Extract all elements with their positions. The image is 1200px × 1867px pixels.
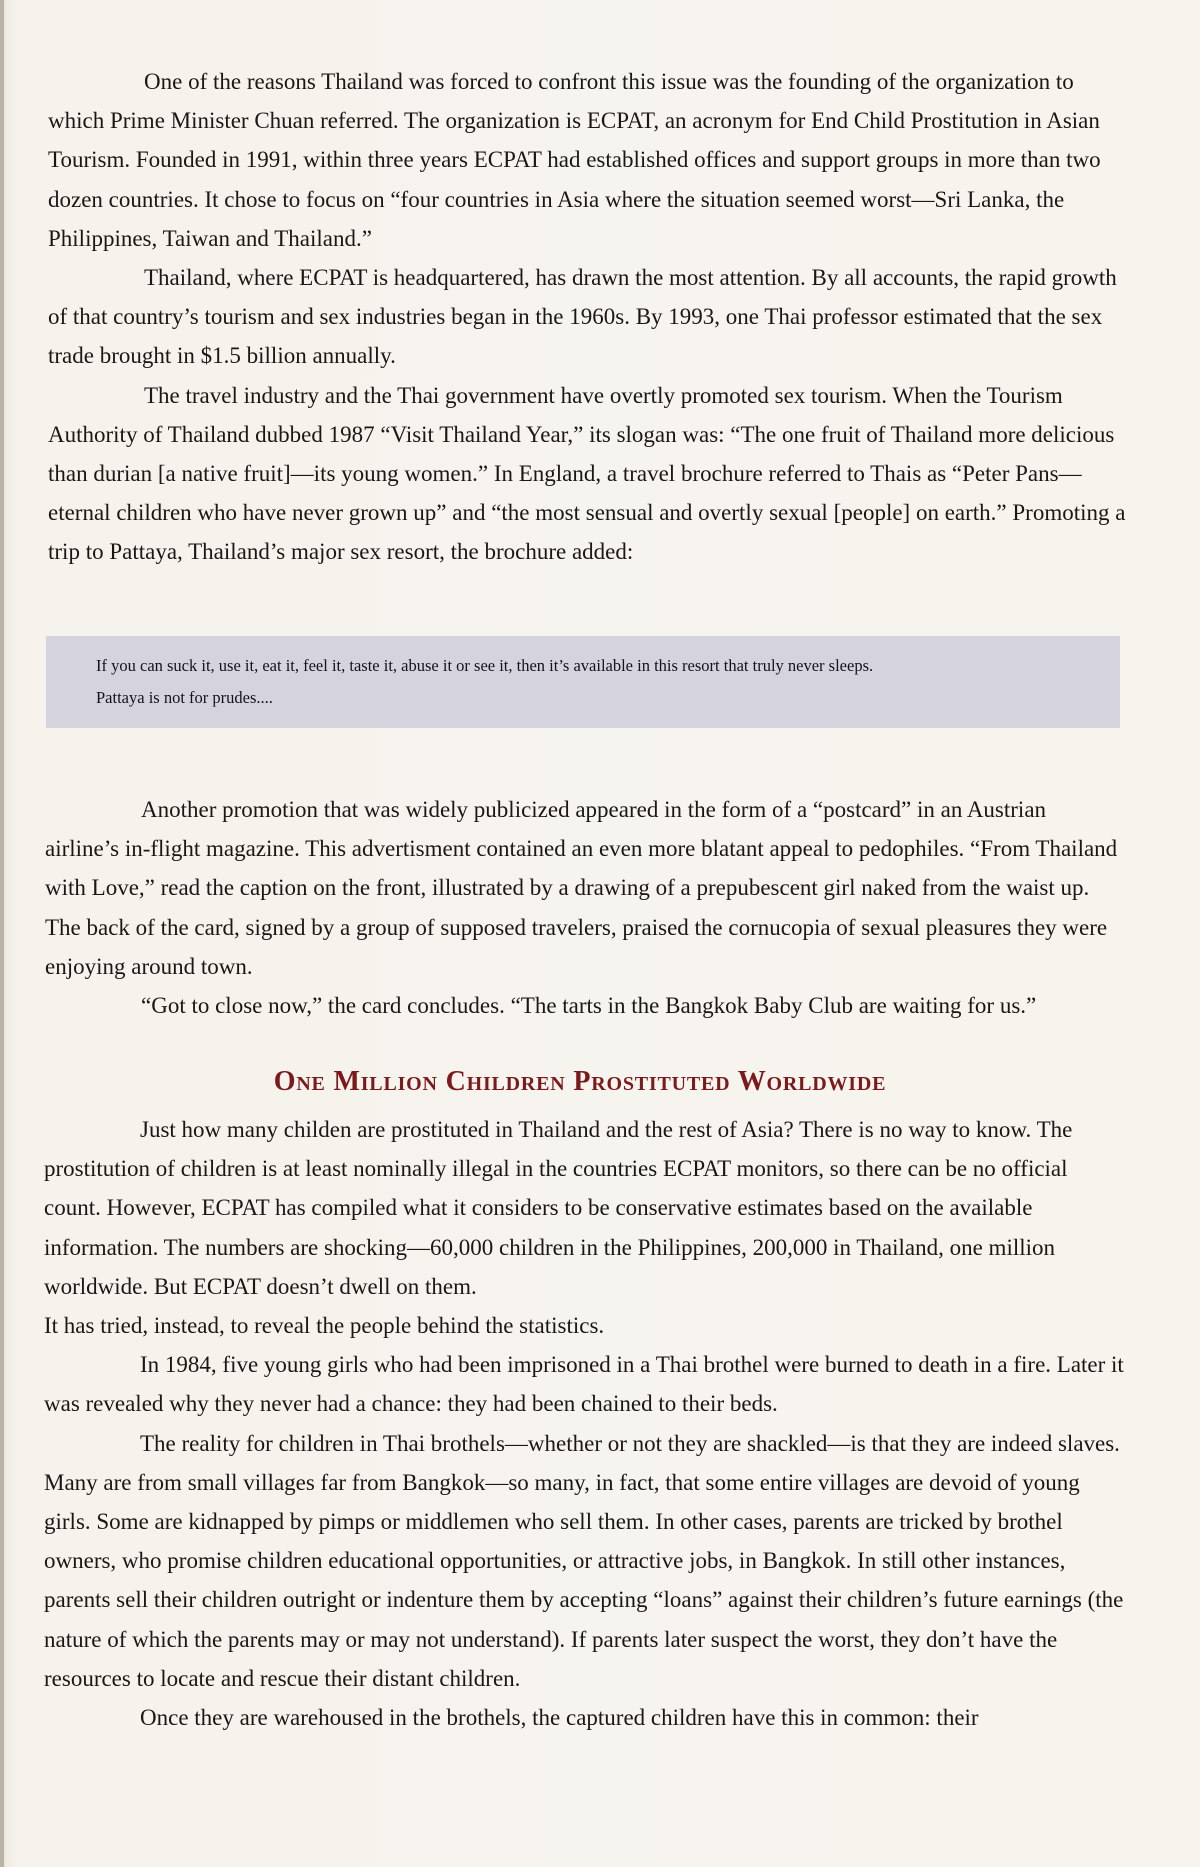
opening-section [48,62,1128,572]
paragraph-thailand-headquarters: Thailand, where ECPAT is headquartered, has drawn the most attention. By all accounts, the rapid growth of that country’s tourism and sex industries began in the 1960s. By 1993, one Thai professor estimated that the sex trade brought in $1.5 billion annually. [48,265,1117,369]
paragraph-postcard-promotion: Another promotion that was widely publicized appeared in the form of a “postcard” in an Austrian airline’s in-flight magazine. This advertisment contained an even more blatant appeal to pedophiles. “From Thailand with Love,” read the caption on the front, illustrated by a drawing of a prepubescent girl naked from the waist up. The back of the card, signed by a group of supposed travelers, praised the cornucopia of sexual pleasures they were enjoying around town. [45,797,1118,979]
postcard-section [45,790,1125,1025]
statistics-section [44,1110,1124,1737]
paragraph-child-count-continued: It has tried, instead, to reveal the people behind the statistics. [44,1313,605,1339]
paragraph-postcard-conclusion: “Got to close now,” the card concludes. “The tarts in the Bangkok Baby Club are waiting for us.” [141,993,1037,1019]
brochure-quote-callout [46,636,1120,728]
paragraph-brothel-reality: The reality for children in Thai brothels—whether or not they are shackled—is that they are indeed slaves. Many are from small villages far from Bangkok—so many, in fact, that some entire villages are devoid of young girls. Some are kidnapped by pimps or middlemen who sell them. In other cases, parents are tricked by brothel owners, who promise children educational opportunities, or attractive jobs, in Bangkok. In still other instances, parents sell their children outright or indenture them by accepting “loans” against their children’s future earnings (the nature of which the parents may or may not understand). If parents later suspect the worst, they don’t have the resources to locate and rescue their distant children. [44,1430,1124,1691]
paragraph-sex-tourism-promotion: The travel industry and the Thai government have overtly promoted sex tourism. When the Tourism Authority of Thailand dubbed 1987 “Visit Thailand Year,” its slogan was: “The one fruit of Thailand more delicious than durian [a native fruit]—its young women.” In England, a travel brochure referred to Thais as “Peter Pans—eternal children who have never grown up” and “the most sensual and overtly sexual [people] on earth.” Promoting a trip to Pattaya, Thailand’s major sex resort, the brochure added: [48,382,1126,565]
paragraph-child-count: Just how many childen are prostituted in Thailand and the rest of Asia? There is no way to know. The prostitution of children is at least nominally illegal in the countries ECPAT monitors, so there can be no official count. However, ECPAT has compiled what it considers to be conservative estimates based on the available information. The numbers are shocking—60,000 children in the Philippines, 200,000 in Thailand, one million worldwide. But ECPAT doesn’t dwell on them. [44,1117,1073,1299]
paragraph-brothel-fire: In 1984, five young girls who had been imprisoned in a Thai brothel were burned to death in a fire. Later it was revealed why they never had a chance: they had been chained to their beds. [44,1352,1124,1417]
callout-line-1: If you can suck it, use it, eat it, feel it, taste it, abuse it or see it, then it’s available in this resort that truly never sleeps. [96,656,874,675]
section-heading [0,1066,1200,1098]
paragraph-ecpat-founding: One of the reasons Thailand was forced to confront this issue was the founding of the organization to which Prime Minister Chuan referred. The organization is ECPAT, an acronym for End Child Prostitution in Asian Tourism. Founded in 1991, within three years ECPAT had established offices and support groups in more than two dozen countries. It chose to focus on “four countries in Asia where the situation seemed worst—Sri Lanka, the Philippines, Taiwan and Thailand.” [48,69,1101,251]
paragraph-warehoused: Once they are warehoused in the brothels, the captured children have this in common: their [140,1705,979,1731]
section-heading-text: One Million Children Prostituted Worldwide [273,1066,887,1097]
callout-line-2: Pattaya is not for prudes.... [96,688,273,707]
page-binding-edge [0,0,4,1867]
